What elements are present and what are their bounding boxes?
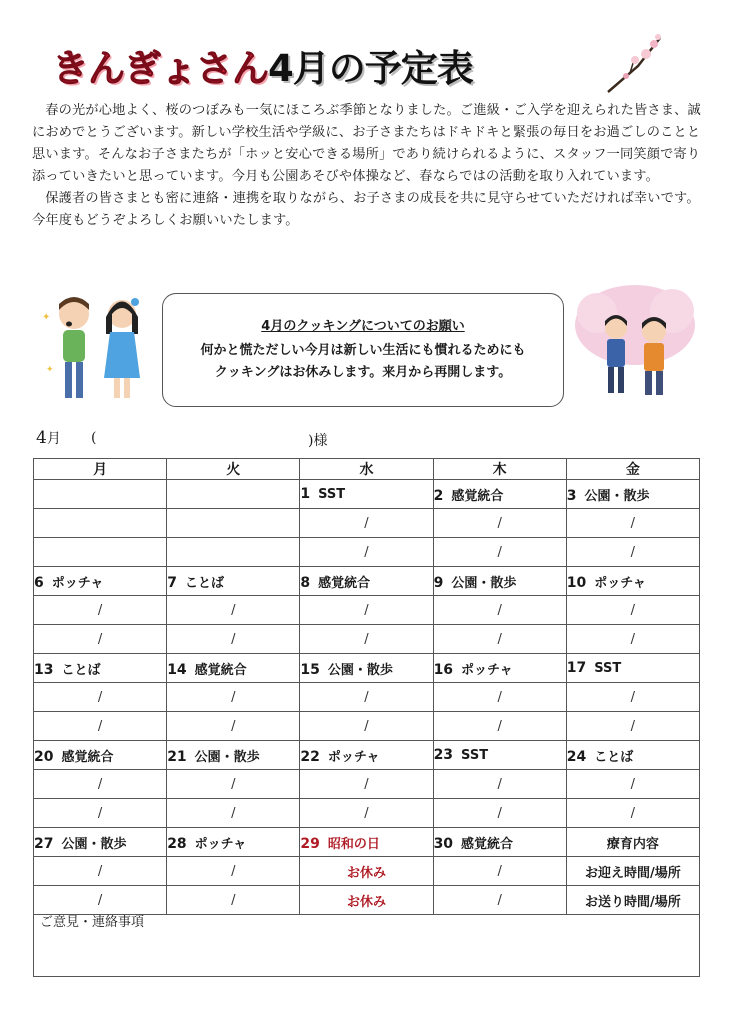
time-slot: / [167, 886, 300, 915]
activity-label: 感覚統合 [451, 488, 504, 504]
time-slot: / [300, 509, 433, 538]
time-slot: / [433, 625, 566, 654]
time-slot: / [300, 712, 433, 741]
notice-line-2: 何かと慌ただしい今月は新しい生活にも慣れるためにも [200, 343, 526, 358]
day-cell [566, 567, 699, 596]
day-number: 23 [433, 747, 454, 763]
activity-label: 公園・散歩 [194, 749, 260, 765]
schedule-calendar [33, 458, 700, 915]
time-slot: / [433, 799, 566, 828]
day-cell [34, 828, 167, 857]
day-number: 20 [34, 748, 54, 765]
day-number: 6 [34, 574, 44, 591]
time-slot: / [34, 712, 167, 741]
week-3-date-row [34, 654, 700, 683]
activity-label: ポッチャ [51, 575, 104, 591]
day-cell [167, 567, 300, 596]
day-number: 21 [167, 748, 187, 765]
week-5-date-row [34, 828, 700, 857]
activity-label: ことば [594, 749, 634, 765]
activity-label: 感覚統合 [194, 662, 247, 678]
time-slot: / [167, 712, 300, 741]
activity-label: 感覚統合 [461, 836, 514, 852]
time-slot: / [34, 799, 167, 828]
day-cell [34, 567, 167, 596]
time-slot: / [566, 683, 699, 712]
activity-label: ポッチャ [461, 662, 513, 678]
time-slot: / [566, 770, 699, 799]
name-paren-open: ( [91, 430, 97, 446]
weekday-header-row [34, 459, 700, 480]
children-illustration-left [36, 292, 156, 407]
week-5-pickup-row [34, 857, 700, 886]
notice-heading: 4月のクッキングについてのお願い [261, 319, 465, 334]
day-cell [566, 741, 699, 770]
day-number: 3 [566, 487, 577, 504]
time-slot: / [433, 509, 566, 538]
comments-box[interactable] [33, 907, 700, 977]
holiday-off: お休み [300, 857, 433, 886]
legend-pickup: お迎え時間/場所 [566, 857, 699, 886]
activity-label: SST [594, 661, 622, 676]
activity-label: SST [461, 748, 489, 763]
activity-label: SST [318, 487, 346, 502]
activity-label: 公園・散歩 [61, 836, 127, 852]
intro-paragraph-2: 保護者の皆さまとも密に連絡・連携を取りながら、お子さまの成長を共に見守らせていただければ幸いです。今年度もどうぞよろしくお願いいたします。 [32, 191, 700, 228]
blank-cell [167, 509, 300, 538]
activity-label: ポッチャ [327, 749, 380, 765]
day-cell [300, 567, 433, 596]
time-slot: / [167, 596, 300, 625]
day-number: 9 [433, 574, 444, 591]
cherry-blossom-illustration [600, 30, 670, 100]
title-month-schedule: 4月の予定表 [268, 47, 473, 90]
day-cell-empty [34, 480, 167, 509]
week-3-dropoff-row [34, 712, 700, 741]
activity-label: ポッチャ [194, 836, 247, 852]
day-number: 13 [34, 661, 54, 678]
month-unit: 月 [46, 431, 61, 447]
day-number: 14 [167, 661, 187, 678]
activity-label: 公園・散歩 [584, 488, 650, 504]
blank-cell [167, 538, 300, 567]
weekday-wed: 水 [300, 459, 433, 480]
day-number: 1 [300, 486, 311, 502]
day-number: 7 [167, 574, 177, 591]
holiday-cell [300, 828, 433, 857]
svg-text:✦: ✦ [42, 312, 51, 323]
time-slot: / [433, 857, 566, 886]
intro-text [32, 100, 702, 232]
time-slot: / [34, 770, 167, 799]
day-number: 15 [300, 661, 320, 678]
week-1-dropoff-row [34, 538, 700, 567]
title-class-name: きんぎょさん [52, 47, 268, 90]
activity-label: ことば [61, 662, 101, 678]
time-slot: / [300, 770, 433, 799]
day-cell [34, 741, 167, 770]
name-suffix: )様 [308, 433, 328, 449]
month-name-line [36, 428, 328, 449]
week-4-date-row [34, 741, 700, 770]
day-cell [566, 654, 699, 683]
day-number: 16 [433, 661, 454, 678]
time-slot: / [300, 625, 433, 654]
time-slot: / [167, 683, 300, 712]
time-slot: / [167, 799, 300, 828]
time-slot: / [566, 799, 699, 828]
time-slot: / [167, 857, 300, 886]
day-number: 10 [566, 574, 587, 591]
day-cell [566, 480, 699, 509]
day-number: 8 [300, 574, 311, 591]
day-cell [300, 480, 433, 509]
time-slot: / [566, 625, 699, 654]
intro-paragraph-1: 春の光が心地よく、桜のつぼみも一気にほころぶ季節となりました。ご進級・ご入学を迎えられた皆さま、誠におめでとうございます。新しい学校生活や学級に、お子さまたちはドキドキと緊張の毎日をお過ごしのことと思います。そんなお子さまたちが「ホッと安心できる場所」であり続けられるように、スタッフ一同笑顔で寄り添っていきたいと思っています。今月も公園あそびや体操など、春ならではの活動を取り入れています。 [32, 103, 701, 184]
activity-label: 公園・散歩 [451, 575, 517, 591]
day-cell [433, 480, 566, 509]
week-2-dropoff-row [34, 625, 700, 654]
weekday-tue: 火 [167, 459, 300, 480]
page-title [52, 38, 473, 92]
time-slot: / [34, 625, 167, 654]
children-illustration-right [572, 283, 698, 403]
activity-label: 感覚統合 [61, 749, 114, 765]
time-slot: / [300, 799, 433, 828]
week-2-date-row [34, 567, 700, 596]
activity-label: 感覚統合 [318, 575, 371, 591]
legend-activity: 療育内容 [566, 828, 699, 857]
holiday-label: 昭和の日 [327, 836, 380, 852]
time-slot: / [433, 770, 566, 799]
day-number: 30 [433, 835, 454, 852]
blank-cell [34, 538, 167, 567]
day-cell [433, 654, 566, 683]
day-number: 22 [300, 748, 320, 765]
notice-line-3: クッキングはお休みします。来月から再開します。 [214, 365, 512, 380]
time-slot: / [167, 770, 300, 799]
weekday-mon: 月 [34, 459, 167, 480]
day-cell [167, 741, 300, 770]
holiday-off: お休み [300, 886, 433, 915]
weekday-fri: 金 [566, 459, 699, 480]
week-3-pickup-row [34, 683, 700, 712]
time-slot: / [167, 625, 300, 654]
day-number: 27 [34, 835, 54, 852]
time-slot: / [566, 712, 699, 741]
day-cell [34, 654, 167, 683]
day-cell [300, 741, 433, 770]
weekday-thu: 木 [433, 459, 566, 480]
cooking-notice-box [162, 293, 564, 407]
time-slot: / [34, 683, 167, 712]
time-slot: / [300, 683, 433, 712]
time-slot: / [34, 857, 167, 886]
week-2-pickup-row [34, 596, 700, 625]
blank-cell [34, 509, 167, 538]
week-1-date-row [34, 480, 700, 509]
day-cell [167, 828, 300, 857]
time-slot: / [34, 886, 167, 915]
day-cell [300, 654, 433, 683]
time-slot: / [300, 596, 433, 625]
week-4-dropoff-row [34, 799, 700, 828]
activity-label: 公園・散歩 [327, 662, 393, 678]
week-1-pickup-row [34, 509, 700, 538]
day-number: 29 [300, 835, 320, 852]
day-cell [167, 654, 300, 683]
month-number: 4 [36, 428, 47, 448]
time-slot: / [433, 886, 566, 915]
activity-label: ポッチャ [594, 575, 646, 591]
day-cell-empty [167, 480, 300, 509]
day-number: 17 [566, 660, 587, 676]
day-cell [433, 828, 566, 857]
day-number: 2 [433, 487, 444, 504]
time-slot: / [34, 596, 167, 625]
time-slot: / [566, 596, 699, 625]
legend-dropoff: お送り時間/場所 [566, 886, 699, 915]
day-cell [433, 741, 566, 770]
svg-text:✦: ✦ [46, 365, 54, 375]
time-slot: / [433, 538, 566, 567]
activity-label: ことば [184, 575, 224, 591]
time-slot: / [300, 538, 433, 567]
time-slot: / [566, 509, 699, 538]
day-cell [433, 567, 566, 596]
day-number: 24 [566, 748, 587, 765]
day-number: 28 [167, 835, 187, 852]
time-slot: / [433, 596, 566, 625]
time-slot: / [566, 538, 699, 567]
time-slot: / [433, 712, 566, 741]
comments-label: ご意見・連絡事項 [40, 915, 145, 930]
week-4-pickup-row [34, 770, 700, 799]
time-slot: / [433, 683, 566, 712]
